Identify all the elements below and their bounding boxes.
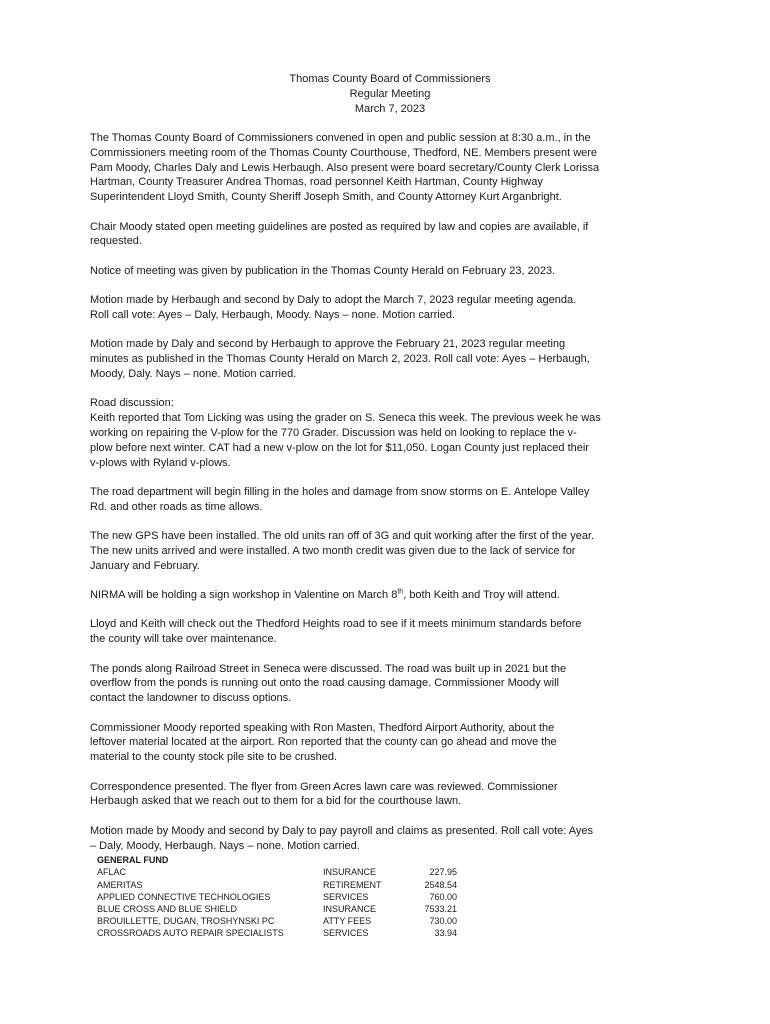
paragraph-line: The new GPS have been installed. The old units ran off of 3G and quit working after the first of the year. (90, 530, 595, 543)
paragraph-line: minutes as published in the Thomas County Herald on March 2, 2023. Roll call vote: Ayes – Herbaugh, (90, 353, 590, 366)
claim-vendor: AMERITAS (97, 879, 143, 890)
paragraph-line: Correspondence presented. The flyer from Green Acres lawn care was reviewed. Commissioner (90, 780, 558, 793)
minutes-body-part1 (90, 131, 690, 573)
paragraph-line: Notice of meeting was given by publication in the Thomas County Herald on February 23, 2023. (90, 264, 556, 277)
general-fund-claims-table (95, 866, 459, 939)
nirma-text: NIRMA will be holding a sign workshop in Valentine on March 8 (90, 589, 398, 602)
paragraph-line: The new units arrived and were installed. A two month credit was given due to the lack of service for (90, 544, 576, 557)
paragraph-line: plow before next winter. CAT had a new v-plow on the lot for $11,050. Logan County just replaced their (90, 441, 589, 454)
paragraph-line: Moody, Daly. Nays – none. Motion carried. (90, 367, 297, 380)
paragraph-line: Hartman, County Treasurer Andrea Thomas, road personnel Keith Hartman, County Highway (90, 176, 543, 189)
paragraph-line: Motion made by Daly and second by Herbaugh to approve the February 21, 2023 regular meeting (90, 338, 566, 351)
paragraph-line: Superintendent Lloyd Smith, County Sheriff Joseph Smith, and County Attorney Kurt Arganbright. (90, 191, 562, 204)
claim-amount: 2548.54 (424, 879, 457, 890)
minutes-paragraph (90, 337, 690, 381)
claim-category: RETIREMENT (323, 879, 382, 890)
minutes-paragraph (90, 617, 690, 647)
header-meeting-type: Regular Meeting (349, 88, 431, 100)
minutes-paragraph (90, 485, 690, 515)
minutes-paragraph (90, 780, 690, 810)
paragraph-line: The road department will begin filling in the holes and damage from snow storms on E. Antelope Valley (90, 485, 590, 498)
claim-amount: 7533.21 (424, 904, 457, 915)
claim-vendor: CROSSROADS AUTO REPAIR SPECIALISTS (97, 928, 284, 939)
paragraph-line: The Thomas County Board of Commissioners convened in open and public session at 8:30 a.m., in the (90, 132, 591, 144)
claim-amount: 760.00 (429, 891, 457, 902)
nirma-superscript: th (397, 588, 404, 596)
claim-amount: 33.94 (434, 928, 457, 939)
paragraph-line: Pam Moody, Charles Daly and Lewis Herbaugh. Also present were board secretary/County Clerk Lorissa (90, 161, 600, 174)
paragraph-line: leftover material located at the airport. Ron reported that the county can go ahead and move the (90, 736, 557, 749)
general-fund-title: GENERAL FUND (97, 855, 169, 866)
paragraph-line: Chair Moody stated open meeting guidelines are posted as required by law and copies are available, if (90, 220, 589, 233)
paragraph-line: Motion made by Herbaugh and second by Daly to adopt the March 7, 2023 regular meeting agenda. (90, 294, 577, 307)
claim-vendor: BLUE CROSS AND BLUE SHIELD (97, 904, 238, 915)
minutes-paragraph (90, 662, 690, 706)
claim-amount: 730.00 (429, 916, 457, 927)
claim-row (95, 891, 459, 903)
claim-vendor: APPLIED CONNECTIVE TECHNOLOGIES (97, 891, 271, 902)
minutes-paragraph (90, 824, 690, 854)
paragraph-line: requested. (90, 235, 142, 248)
header-board-name: Thomas County Board of Commissioners (289, 73, 491, 85)
paragraph-line: the county will take over maintenance. (90, 633, 277, 646)
paragraph-line: contact the landowner to discuss options. (90, 692, 292, 705)
claim-row (95, 879, 459, 891)
claim-vendor: BROUILLETTE, DUGAN, TROSHYNSKI PC (97, 916, 275, 927)
nirma-text-end: , both Keith and Troy will attend. (403, 589, 560, 602)
paragraph-line: Herbaugh asked that we reach out to them for a bid for the courthouse lawn. (90, 795, 462, 808)
claim-category: SERVICES (323, 928, 369, 939)
document-header (90, 72, 690, 117)
claim-category: INSURANCE (323, 904, 377, 915)
paragraph-line: Road discussion: (90, 397, 174, 410)
minutes-paragraph (90, 131, 690, 205)
minutes-paragraph (90, 396, 690, 470)
minutes-paragraph (90, 721, 690, 765)
claim-amount: 227.95 (429, 867, 457, 878)
paragraph-line: January and February. (90, 559, 200, 572)
claim-row (95, 927, 459, 939)
claim-row (95, 866, 459, 878)
paragraph-line: Lloyd and Keith will check out the Thedford Heights road to see if it meets minimum standards before (90, 618, 582, 631)
header-meeting-date: March 7, 2023 (354, 103, 426, 115)
paragraph-line: Motion made by Moody and second by Daly to pay payroll and claims as presented. Roll call vote: Ayes (90, 824, 594, 837)
paragraph-line: Commissioners meeting room of the Thomas County Courthouse, Thedford, NE. Members present were (90, 146, 598, 159)
paragraph-line: overflow from the ponds is running out onto the road causing damage. Commissioner Moody will (90, 677, 559, 690)
claim-category: ATTY FEES (323, 916, 372, 927)
paragraph-line: Rd. and other roads as time allows. (90, 500, 263, 513)
paragraph-line: The ponds along Railroad Street in Seneca were discussed. The road was built up in 2021 but the (90, 662, 567, 675)
minutes-paragraph (90, 293, 690, 323)
paragraph-line: v-plows with Ryland v-plows. (90, 456, 231, 469)
paragraph-line: – Daly, Moody, Herbaugh. Nays – none. Motion carried. (90, 839, 360, 852)
minutes-paragraph (90, 529, 690, 573)
claim-row (95, 915, 459, 927)
paragraph-line: Keith reported that Tom Licking was using the grader on S. Seneca this week. The previous week he was (90, 412, 601, 425)
minutes-paragraph (90, 220, 690, 250)
claim-row (95, 903, 459, 915)
claim-category: INSURANCE (323, 867, 377, 878)
paragraph-line: material to the county stock pile site to be crushed. (90, 751, 338, 764)
paragraph-line: Roll call vote: Ayes – Daly, Herbaugh, Moody. Nays – none. Motion carried. (90, 308, 456, 321)
paragraph-nirma (90, 588, 690, 603)
paragraph-line: Commissioner Moody reported speaking with Ron Masten, Thedford Airport Authority, about the (90, 721, 555, 734)
minutes-paragraph (90, 264, 690, 279)
claim-category: SERVICES (323, 891, 369, 902)
claim-vendor: AFLAC (97, 867, 127, 878)
minutes-body-part2 (90, 617, 690, 853)
paragraph-line: working on repairing the V-plow for the 770 Grader. Discussion was held on looking to replace the v- (90, 426, 577, 439)
